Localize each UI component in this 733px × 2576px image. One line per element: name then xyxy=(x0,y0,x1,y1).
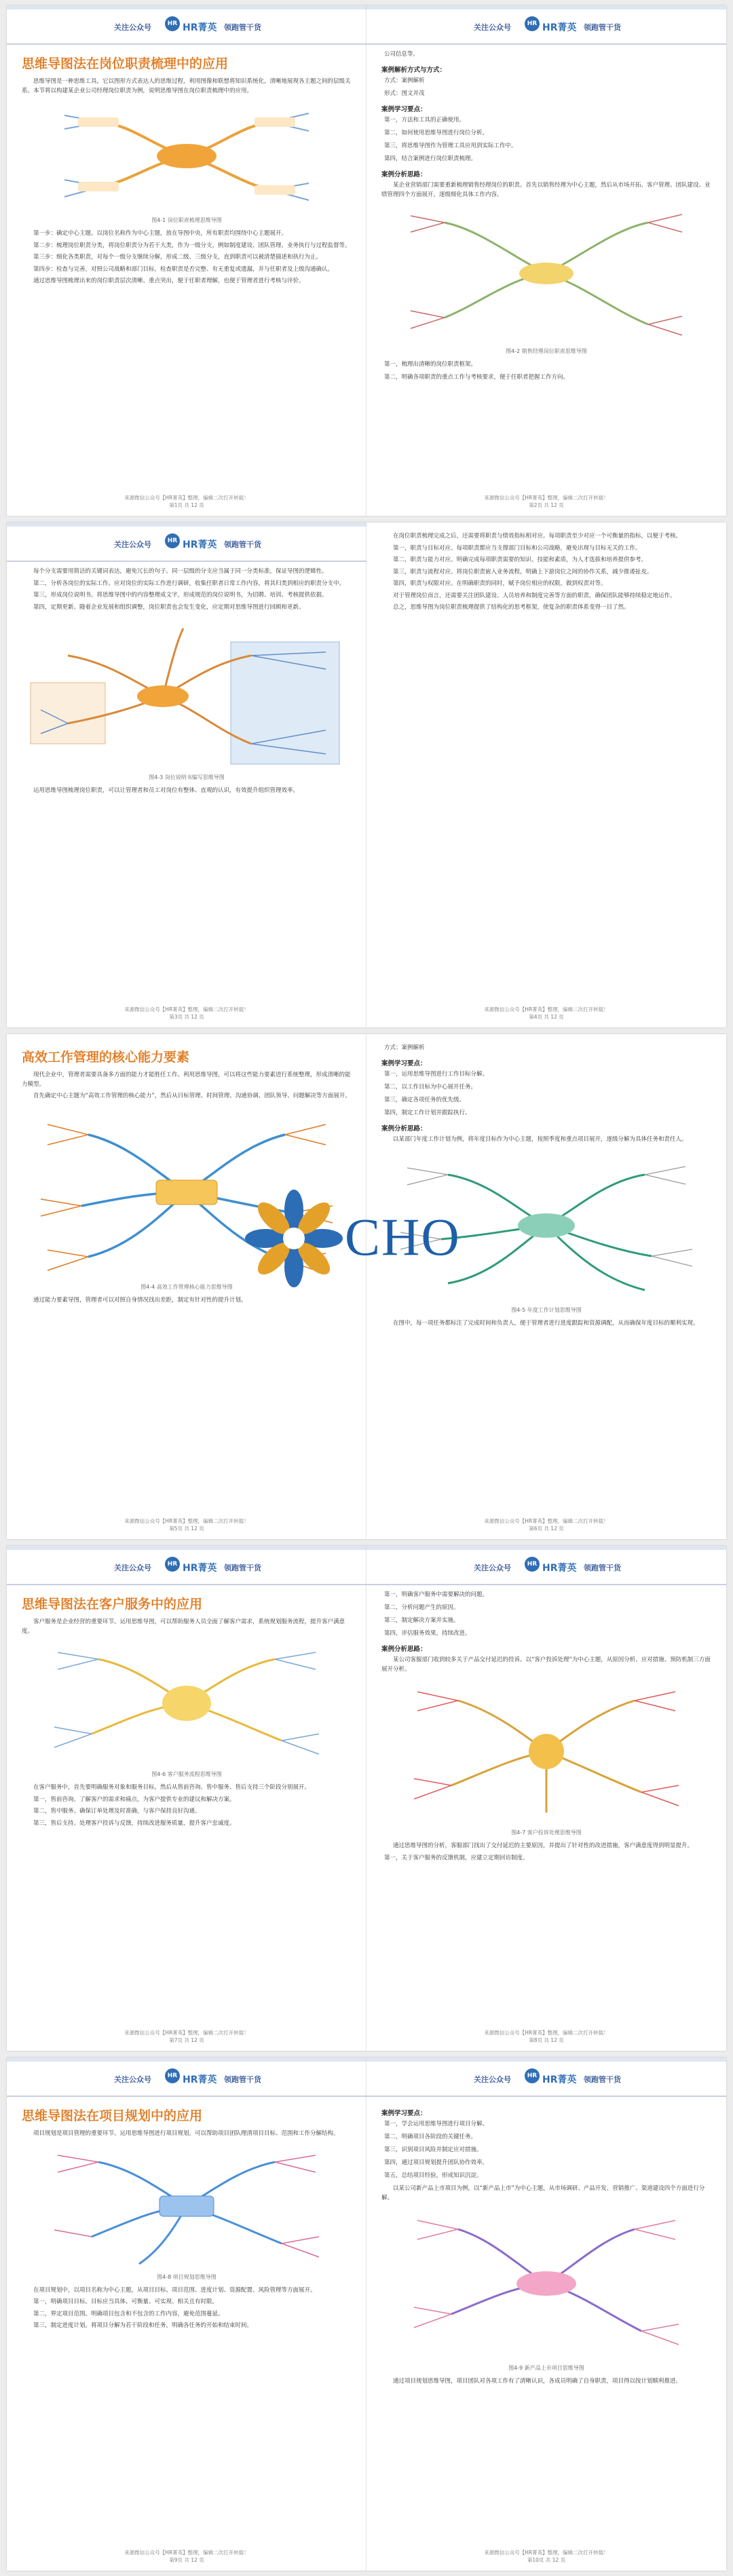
mindmap-figure xyxy=(37,2142,336,2271)
paragraph: 首先确定中心主题为“高效工作管理的核心能力”，然后从目标管理、时间管理、沟通协调、团队领导、问题解决等方面展开。 xyxy=(33,1093,351,1099)
page-footer xyxy=(366,2029,726,2044)
text-line: 公司信息等。 xyxy=(384,51,419,58)
footer-source: 来源微信公众号【HR菁英】整理，编辑二次打开转载！ xyxy=(484,495,609,501)
page-header xyxy=(7,5,366,45)
page-suffix: 页 共 12 页 xyxy=(537,1526,564,1532)
section-title: 思维导图法在项目规划中的应用 xyxy=(22,2108,203,2123)
subheading: 案例学习要点： xyxy=(381,1060,427,1067)
list-item: 方式：案例解析 xyxy=(384,1044,425,1051)
page-number: 2 xyxy=(533,502,538,508)
paragraph: 第三，职责与流程对应。将岗位职责嵌入业务流程，明确上下游岗位之间的协作关系，减少推诿扯皮。 xyxy=(393,568,653,575)
header-right-text: 领跑管干货 xyxy=(584,23,621,32)
paragraph: 第二，分析各岗位的实际工作。应对岗位的实际工作进行调研，收集任职者日常工作内容，将其归类到相应的职责分支中。 xyxy=(33,580,345,587)
header-brand: HR菁英 xyxy=(183,22,217,33)
list-item: 第四，通过项目规划提升团队协作效率。 xyxy=(384,2159,489,2166)
page-header xyxy=(366,1546,726,1585)
paragraph: 总之，思维导图为岗位职责梳理提供了结构化的思考框架，使复杂的职责体系变得一目了然。 xyxy=(393,604,630,611)
page-number: 8 xyxy=(533,2037,538,2043)
page-prefix: 第 xyxy=(529,1526,534,1532)
page-2 xyxy=(366,5,726,516)
paragraph: 第二，界定项目范围。明确项目包含和不包含的工作内容，避免范围蔓延。 xyxy=(33,2310,224,2317)
list-item: 第三，制定解决方案并实施。 xyxy=(384,1617,459,1624)
page-header xyxy=(366,5,726,45)
hr-logo-icon: HR xyxy=(165,533,180,548)
paragraph: 对于管理岗位而言，还需要关注团队建设、人员培养和制度完善等方面的职责，确保团队能够持续稳定地运作。 xyxy=(393,592,676,599)
list-item: 第四，结合案例进行岗位职责梳理。 xyxy=(384,155,477,162)
page-6 xyxy=(366,1034,726,1539)
paragraph: 通过项目规划思维导图，项目团队对各项工作有了清晰认识，各成员明确了自身职责，项目得以按计划顺利推进。 xyxy=(393,2378,682,2385)
mindmap-figure xyxy=(397,2205,696,2362)
header-left-text: 关注公众号 xyxy=(474,1564,511,1572)
page-suffix: 页 共 12 页 xyxy=(537,1014,564,1020)
list-item: 第二，以工作目标为中心展开任务。 xyxy=(384,1084,477,1091)
page-suffix: 页 共 12 页 xyxy=(537,2037,564,2043)
footer-source: 来源微信公众号【HR菁英】整理，编辑二次打开转载！ xyxy=(484,1006,609,1012)
footer-source: 来源微信公众号【HR菁英】整理，编辑二次打开转载！ xyxy=(484,2030,609,2036)
figure-caption: 图4-6 客户服务流程思维导图 xyxy=(151,1771,222,1777)
paragraph: 第一，明确项目目标。目标应当具体、可衡量、可实现、相关且有时限。 xyxy=(33,2298,219,2305)
header-brand: HR菁英 xyxy=(542,22,577,33)
page-suffix: 页 共 12 页 xyxy=(177,2037,204,2043)
header-right-text: 领跑管干货 xyxy=(584,1564,621,1572)
page-suffix: 页 共 12 页 xyxy=(177,502,204,508)
page-footer xyxy=(366,1517,726,1532)
page-footer xyxy=(7,494,366,509)
page-1 xyxy=(7,5,366,516)
page-number: 7 xyxy=(174,2037,178,2043)
subheading: 案例解析方式与方式： xyxy=(381,67,447,74)
page-prefix: 第 xyxy=(169,1526,174,1532)
page-prefix: 第 xyxy=(527,2557,533,2563)
footer-source: 来源微信公众号【HR菁英】整理，编辑二次打开转载！ xyxy=(124,1518,249,1524)
list-item: 第二，分析问题产生的原因。 xyxy=(384,1604,459,1611)
hr-logo-icon: HR xyxy=(165,2068,180,2083)
header-brand: HR菁英 xyxy=(183,539,217,550)
header-brand: HR菁英 xyxy=(542,1563,577,1574)
header-brand: HR菁英 xyxy=(183,1563,217,1574)
list-item: 第一，方法和工具的正确使用。 xyxy=(384,117,466,124)
mindmap-figure xyxy=(37,98,336,214)
mindmap-figure xyxy=(37,1639,336,1768)
section-title: 高效工作管理的核心能力要素 xyxy=(22,1050,190,1065)
list-item: 第一，梳理出清晰的岗位职责框架。 xyxy=(384,361,477,368)
page-suffix: 页 共 12 页 xyxy=(177,2557,204,2563)
paragraph: 第一，售前咨询。了解客户的需求和痛点，为客户提供专业的建议和解决方案。 xyxy=(33,1796,236,1803)
header-brand: HR菁英 xyxy=(542,2075,577,2085)
footer-source: 来源微信公众号【HR菁英】整理，编辑二次打开转载！ xyxy=(124,495,249,501)
paragraph: 以某部门年度工作计划为例，将年度目标作为中心主题，按照季度和重点项目展开，逐级分解为具体任务和责任人。 xyxy=(393,1136,688,1143)
hr-logo-icon: HR xyxy=(525,16,540,31)
page-suffix: 页 共 12 页 xyxy=(537,502,564,508)
subheading: 案例学习要点： xyxy=(381,2110,427,2117)
page-10 xyxy=(366,2058,726,2571)
figure-caption: 图4-1 岗位职责梳理思维导图 xyxy=(151,217,222,223)
page-footer xyxy=(366,1006,726,1021)
mindmap-figure xyxy=(397,202,696,345)
list-item: 第三，识别项目风险并制定应对措施。 xyxy=(384,2146,483,2153)
paragraph: 在客户服务中，首先要明确服务对象和服务目标，然后从售前咨询、售中服务、售后支持三个阶段分别展开。 xyxy=(33,1784,311,1791)
figure-caption: 图4-7 客户投诉处理思维导图 xyxy=(511,1830,582,1836)
mindmap-figure xyxy=(397,1677,696,1826)
paragraph: 通过思维导图梳理出来的岗位职责层次清晰、重点突出，便于任职者理解，也便于管理者进行考核与评价。 xyxy=(33,278,305,284)
list-item: 第二，明确项目各阶段的关键任务。 xyxy=(384,2134,477,2140)
section-title: 思维导图法在岗位职责梳理中的应用 xyxy=(22,56,229,71)
figure-caption: 图4-3 岗位说明书编写思维导图 xyxy=(149,774,225,780)
paragraph: 以某公司新产品上市项目为例，以“新产品上市”为中心主题，从市场调研、产品开发、营销推广、渠道建设四个方面进行分解。 xyxy=(381,2185,705,2201)
page-3 xyxy=(7,523,366,1027)
header-left-text: 关注公众号 xyxy=(114,23,151,32)
paragraph: 第二，职责与能力对应。明确完成每项职责需要的知识、技能和素质，为人才选拔和培养提供参考。 xyxy=(393,556,647,563)
list-item: 第四，制定工作计划并跟踪执行。 xyxy=(384,1110,471,1116)
page-prefix: 第 xyxy=(169,2557,174,2563)
paragraph: 第三步：细化各类职责，对每个一级分支继续分解，形成二级、三级分支，直到职责可以被清楚描述和执行为止。 xyxy=(33,254,322,261)
hr-logo-icon: HR xyxy=(525,1557,540,1572)
list-item: 形式：图文并茂 xyxy=(384,90,425,97)
page-suffix: 页 共 12 页 xyxy=(177,1014,204,1020)
paragraph: 某公司客服部门收到较多关于产品交付延迟的投诉。以“客户投诉处理”为中心主题，从原因分析、应对措施、预防机制三方面展开分析。 xyxy=(381,1656,711,1673)
figure-caption: 图4-2 销售经理岗位职责思维导图 xyxy=(506,348,587,354)
list-item: 方式：案例解析 xyxy=(384,77,425,84)
paragraph: 第三，售后支持。处理客户投诉与反馈，持续改进服务质量，提升客户忠诚度。 xyxy=(33,1819,236,1827)
page-number: 3 xyxy=(174,1014,178,1020)
paragraph: 第一步：确定中心主题。以岗位名称作为中心主题，放在导图中央，所有职责均围绕中心主题展开。 xyxy=(33,230,288,237)
paragraph: 第四，职责与权限对应。在明确职责的同时，赋予岗位相应的权限，做到权责对等。 xyxy=(393,580,607,587)
paragraph: 项目规划是项目管理的重要环节。运用思维导图进行项目规划，可以帮助项目团队理清项目目标、范围和工作分解结构。 xyxy=(33,2130,339,2137)
page-number: 1 xyxy=(174,502,178,508)
paragraph: 在岗位职责梳理完成之后，还需要将职责与绩效指标相对应。每项职责至少对应一个可衡量的指标，以便于考核。 xyxy=(393,533,682,539)
list-item: 第二，如何使用思维导图进行岗位分析。 xyxy=(384,130,489,136)
paragraph: 第三，制定进度计划。将项目分解为若干阶段和任务，明确各任务的开始和结束时间。 xyxy=(33,2322,253,2329)
footer-source: 来源微信公众号【HR菁英】整理，编辑二次打开转载！ xyxy=(124,2550,249,2556)
header-right-text: 领跑管干货 xyxy=(224,23,261,32)
hr-logo-icon: HR xyxy=(525,2068,540,2083)
page-number: 4 xyxy=(533,1014,538,1020)
page-prefix: 第 xyxy=(169,1014,174,1020)
page-number: 9 xyxy=(174,2557,178,2563)
header-left-text: 关注公众号 xyxy=(114,540,151,549)
page-8 xyxy=(366,1546,726,2051)
list-item: 第三，确定各项任务的优先级。 xyxy=(384,1097,466,1103)
paragraph: 第三，形成岗位说明书。将思维导图中的内容整理成文字，形成规范的岗位说明书，为招聘、培训、考核提供依据。 xyxy=(33,592,328,599)
paragraph: 客户服务是企业经营的重要环节。运用思维导图，可以帮助服务人员全面了解客户需求，系统规划服务流程，提升客户满意度。 xyxy=(22,1618,345,1635)
page-9 xyxy=(7,2058,366,2571)
list-item: 第四，评估服务效果，持续改进。 xyxy=(384,1630,471,1637)
page-number: 5 xyxy=(174,1526,178,1532)
hr-logo-icon: HR xyxy=(165,1557,180,1572)
list-item: 第一，关于客户服务的反馈机制，应建立定期回访制度。 xyxy=(384,1854,529,1861)
subheading: 案例学习要点： xyxy=(381,106,427,113)
list-item: 第三，将思维导图作为管理工具应用到实际工作中。 xyxy=(384,143,517,149)
page-footer xyxy=(7,1517,366,1532)
footer-source: 来源微信公众号【HR菁英】整理，编辑二次打开转载！ xyxy=(484,2550,609,2556)
page-header xyxy=(7,1546,366,1585)
list-item: 第二，明确各项职责的重点工作与考核要求，便于任职者把握工作方向。 xyxy=(384,374,569,381)
header-left-text: 关注公众号 xyxy=(474,2075,511,2084)
page-prefix: 第 xyxy=(169,502,174,508)
list-item: 第五，总结项目经验，形成知识沉淀。 xyxy=(384,2172,483,2179)
hr-logo-icon: HR xyxy=(165,16,180,31)
header-right-text: 领跑管干货 xyxy=(224,540,261,549)
paragraph: 第四，定期更新。随着企业发展和组织调整，岗位职责也会发生变化，应定期对思维导图进行回顾和更新。 xyxy=(33,603,305,611)
page-footer xyxy=(366,494,726,509)
page-header xyxy=(7,2058,366,2097)
paragraph: 现代企业中，管理者需要具备多方面的能力才能胜任工作。利用思维导图，可以将这些能力要素进行系统整理，形成清晰的能力模型。 xyxy=(22,1072,351,1088)
figure-caption: 图4-9 新产品上市项目思维导图 xyxy=(508,2365,584,2371)
footer-source: 来源微信公众号【HR菁英】整理，编辑二次打开转载！ xyxy=(484,1518,609,1524)
flower-logo-icon xyxy=(243,1188,345,1289)
page-header xyxy=(7,523,366,562)
page-suffix: 页 共 12 页 xyxy=(538,2557,566,2563)
figure-caption: 图4-5 年度工作计划思维导图 xyxy=(511,1306,582,1313)
watermark-text: CHO xyxy=(345,1207,461,1266)
page-number: 6 xyxy=(533,1526,538,1532)
paragraph: 运用思维导图梳理岗位职责，可以让管理者和员工对岗位有整体、直观的认识，有效提升组织管理效率。 xyxy=(33,787,299,794)
page-number: 10 xyxy=(532,2557,539,2563)
page-7 xyxy=(7,1546,366,2051)
subheading: 案例分析思路： xyxy=(381,171,427,178)
header-left-text: 关注公众号 xyxy=(474,23,511,32)
page-footer xyxy=(7,2029,366,2044)
page-footer xyxy=(366,2549,726,2564)
paragraph: 通过能力要素导图，管理者可以对照自身情况找出差距，制定有针对性的提升计划。 xyxy=(33,1296,247,1304)
paragraph: 在项目规划中，以项目名称为中心主题，从项目目标、项目范围、进度计划、资源配置、风险管理等方面展开。 xyxy=(33,2286,316,2294)
list-item: 第一，明确客户服务中需要解决的问题。 xyxy=(384,1591,489,1598)
header-brand: HR菁英 xyxy=(183,2075,217,2085)
figure-caption: 图4-8 项目规划思维导图 xyxy=(157,2273,217,2280)
footer-source: 来源微信公众号【HR菁英】整理，编辑二次打开转载！ xyxy=(124,2030,249,2036)
page-header xyxy=(366,2058,726,2097)
page-footer xyxy=(7,1006,366,1021)
list-item: 第一，学会运用思维导图进行项目分解。 xyxy=(384,2121,489,2127)
subheading: 案例分析思路： xyxy=(381,1125,427,1133)
footer-source: 来源微信公众号【HR菁英】整理，编辑二次打开转载！ xyxy=(124,1006,249,1012)
mindmap-figure xyxy=(27,615,346,771)
header-left-text: 关注公众号 xyxy=(114,1564,151,1572)
paragraph: 每个分支需要用简洁的关键词表达，避免冗长的句子。同一层级的分支应当属于同一分类标准，保证导图的逻辑性。 xyxy=(33,568,328,575)
paragraph: 通过思维导图的分析，客服部门找出了交付延迟的主要原因，并提出了针对性的改进措施，客户满意度得到明显提升。 xyxy=(393,1842,694,1849)
paragraph: 第二步：梳理岗位职责分类，将岗位职责分为若干大类，作为一级分支，例如制度建设、团队管理、业务执行与过程监督等。 xyxy=(33,242,351,249)
paragraph: 在图中，每一项任务都标注了完成时间和负责人，便于管理者进行进度跟踪和资源调配，从而确保年度目标的顺利实现。 xyxy=(393,1319,699,1327)
paragraph: 某企业营销部门需要重新梳理销售经理岗位的职责。首先以销售经理为中心主题，然后从市场开拓、客户管理、团队建设、业绩管理四个方面展开，逐级细化具体工作内容。 xyxy=(381,182,711,198)
header-right-text: 领跑管干货 xyxy=(224,1564,261,1572)
subheading: 案例分析思路： xyxy=(381,1646,427,1653)
figure-caption: 图4-4 高效工作管理核心能力思维导图 xyxy=(140,1283,233,1290)
page-prefix: 第 xyxy=(529,502,534,508)
paragraph: 第一，职责与目标对应。每项职责都应当支撑部门目标和公司战略，避免出现与目标无关的工作。 xyxy=(393,544,641,552)
page-prefix: 第 xyxy=(169,2037,174,2043)
page-4 xyxy=(366,523,726,1027)
page-prefix: 第 xyxy=(529,2037,534,2043)
paragraph: 第二，售中服务。确保订单处理及时准确，与客户保持良好沟通。 xyxy=(33,1808,201,1815)
paragraph: 思维导图是一种思维工具，它以图形方式表达人的思维过程，利用图像和联想将知识系统化，清晰地展现各主题之间的层级关系。本节将以构建某企业公司经理岗位职责为例，说明思维导图在岗位职责梳理中的应用。 xyxy=(22,78,351,94)
page-footer xyxy=(7,2549,366,2564)
list-item: 第一，运用思维导图进行工作目标分解。 xyxy=(384,1071,489,1078)
page-prefix: 第 xyxy=(529,1014,534,1020)
page-suffix: 页 共 12 页 xyxy=(177,1526,204,1532)
section-title: 思维导图法在客户服务中的应用 xyxy=(22,1597,203,1612)
header-left-text: 关注公众号 xyxy=(114,2075,151,2084)
header-right-text: 领跑管干货 xyxy=(584,2075,621,2084)
paragraph: 第四步：检查与完善，对照公司战略和部门目标，检查职责是否完整、有无重复或遗漏，并与任职者及上级沟通确认。 xyxy=(33,265,334,273)
header-right-text: 领跑管干货 xyxy=(224,2075,261,2084)
